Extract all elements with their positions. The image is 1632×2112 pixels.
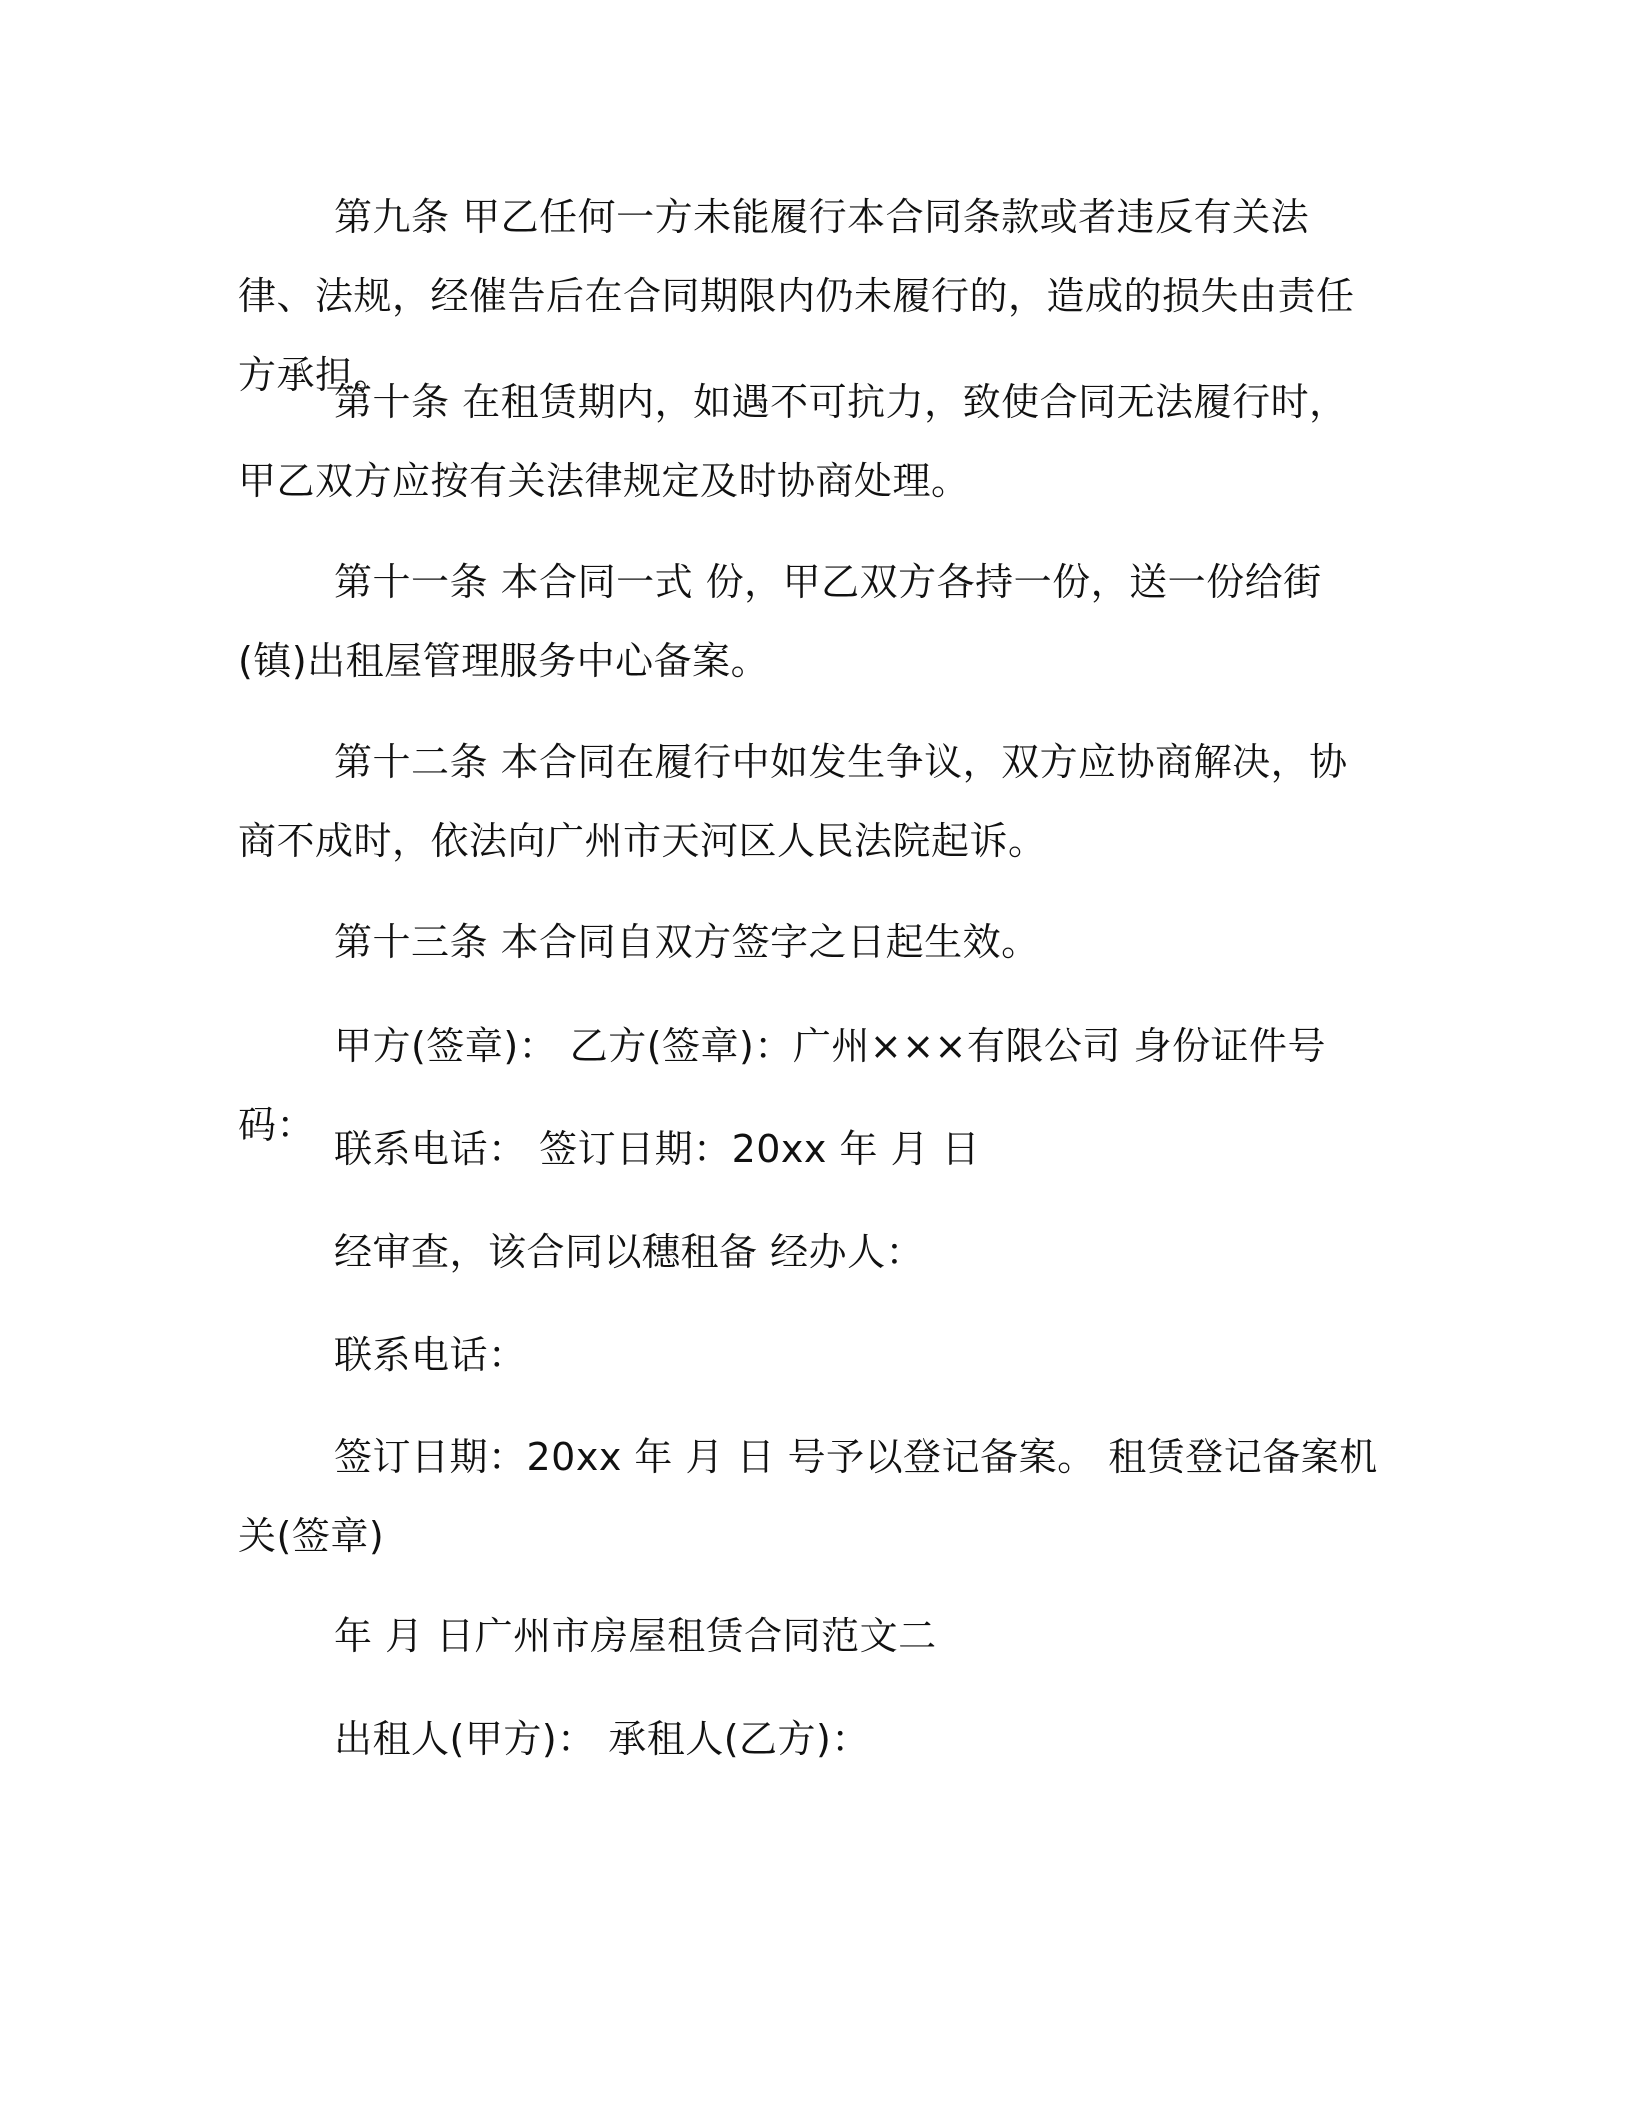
date-title-line: 年 月 日广州市房屋租赁合同范文二 bbox=[334, 1614, 937, 1658]
contact-phone-line: 联系电话： bbox=[334, 1333, 527, 1377]
clause-12-paragraph: 第十二条 本合同在履行中如发生争议，双方应协商解决，协商不成时，依法向广州市天河区人民法院起诉。 bbox=[238, 740, 1348, 863]
clause-9-paragraph: 第九条 甲乙任何一方未能履行本合同条款或者违反有关法律、法规，经催告后在合同期限内仍未履行的，造成的损失由责任方承担。 bbox=[238, 195, 1355, 397]
contact-date-line: 联系电话： 签订日期：20xx 年 月 日 bbox=[334, 1127, 981, 1171]
registration-paragraph: 签订日期：20xx 年 月 日 号予以登记备案。 租赁登记备案机关(签章) bbox=[238, 1435, 1378, 1558]
clause-13-paragraph: 第十三条 本合同自双方签字之日起生效。 bbox=[334, 920, 1040, 964]
clause-10-paragraph: 第十条 在租赁期内，如遇不可抗力，致使合同无法履行时，甲乙双方应按有关法律规定及时协商处理。 bbox=[238, 380, 1348, 503]
review-line: 经审查，该合同以穗租备 经办人： bbox=[334, 1230, 925, 1274]
signature-line: 甲方(签章)： 乙方(签章)：广州×××有限公司 身份证件号码： bbox=[238, 1024, 1326, 1147]
clause-11-paragraph: 第十一条 本合同一式 份，甲乙双方各持一份，送一份给街(镇)出租屋管理服务中心备案。 bbox=[238, 560, 1322, 683]
parties-line: 出租人(甲方)： 承租人(乙方)： bbox=[334, 1717, 870, 1761]
